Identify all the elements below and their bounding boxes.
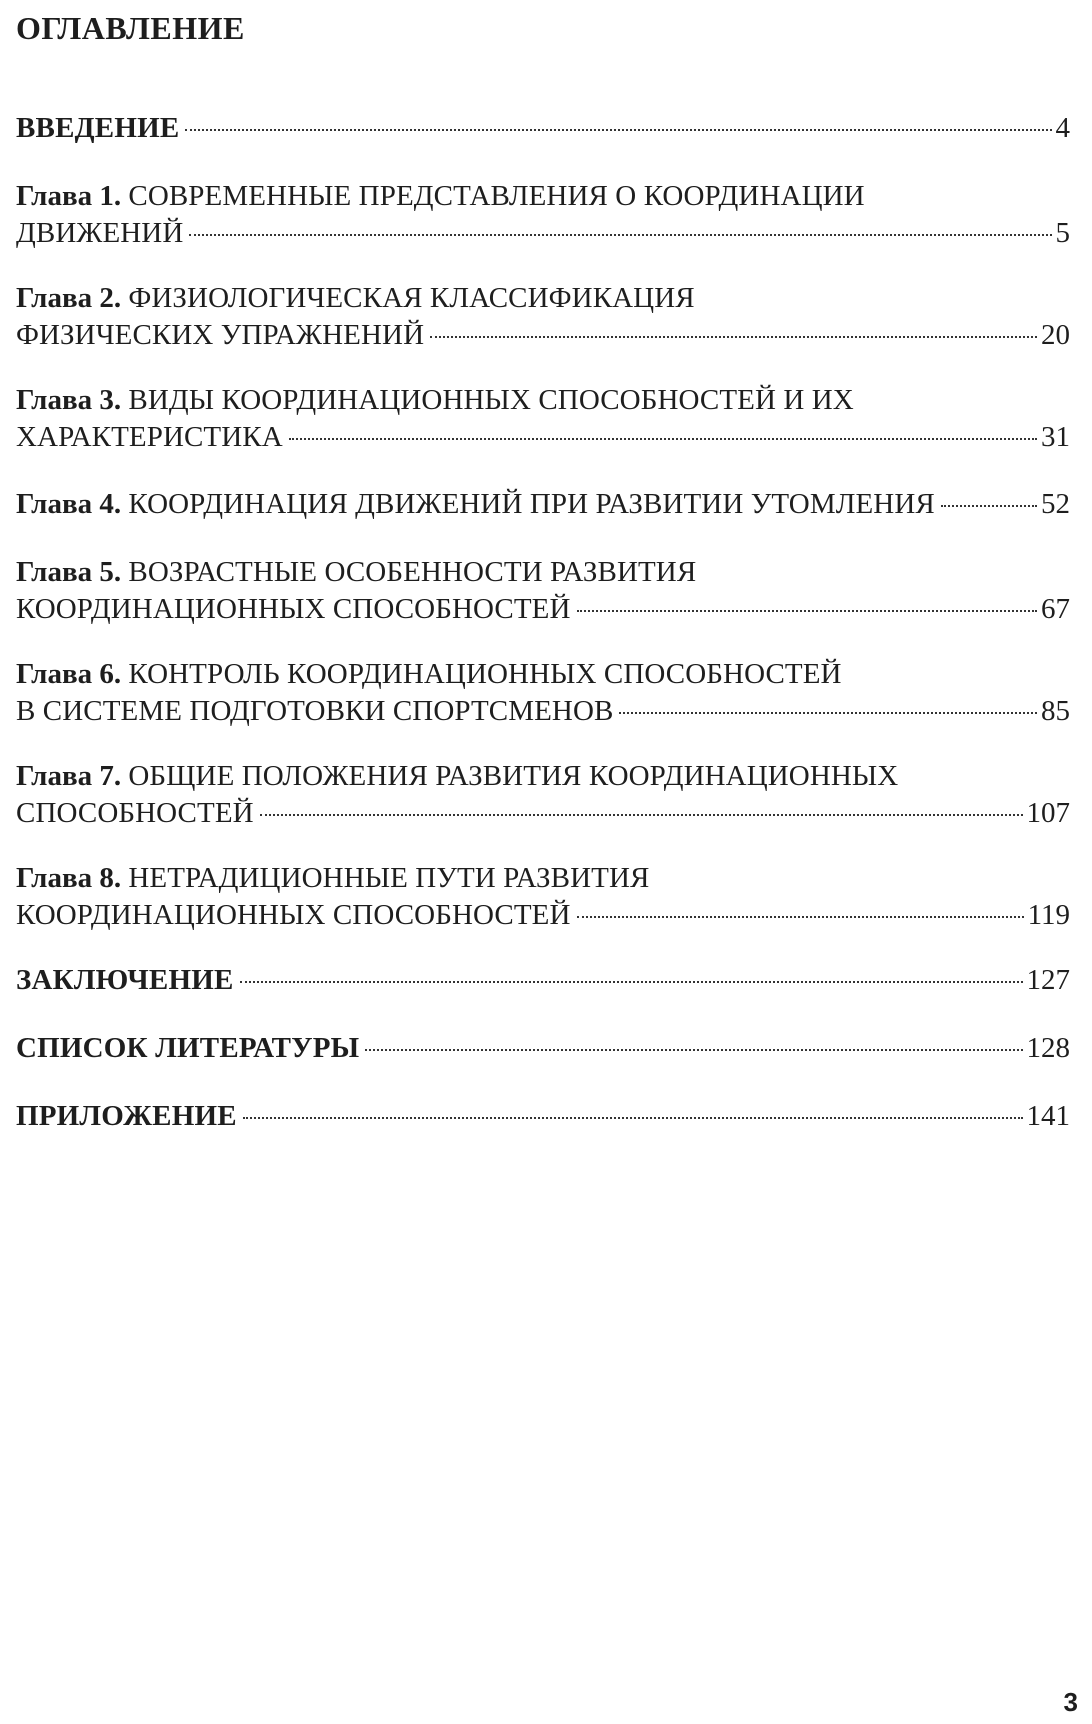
toc-entry-references[interactable]: [16, 1030, 1070, 1067]
chapter-number: Глава 5.: [16, 556, 122, 588]
chapter-title-line1: ВОЗРАСТНЫЕ ОСОБЕННОСТИ РАЗВИТИЯ: [128, 556, 697, 588]
chapter-title-line2: ДВИЖЕНИЙ: [16, 217, 184, 249]
toc-entry-appendix[interactable]: [16, 1098, 1070, 1135]
toc-entry-conclusion[interactable]: [16, 962, 1070, 999]
chapter-number: Глава 6.: [16, 658, 122, 690]
dot-leader: [941, 505, 1037, 507]
chapter-title-line1: ФИЗИОЛОГИЧЕСКАЯ КЛАССИФИКАЦИЯ: [128, 282, 695, 314]
toc-entry-introduction[interactable]: [16, 110, 1070, 147]
chapter-title-line2: КООРДИНАЦИОННЫХ СПОСОБНОСТЕЙ: [16, 899, 571, 931]
chapter-title-line2: ХАРАКТЕРИСТИКА: [16, 421, 283, 453]
page-number: 20: [1041, 319, 1070, 351]
dot-leader: [577, 916, 1024, 918]
dot-leader: [365, 1049, 1022, 1051]
dot-leader: [289, 438, 1037, 440]
toc-entry-chapter-5[interactable]: [16, 554, 1070, 628]
chapter-number: Глава 4.: [16, 488, 122, 520]
chapter-title-line1: ОБЩИЕ ПОЛОЖЕНИЯ РАЗВИТИЯ КООРДИНАЦИОННЫХ: [128, 760, 899, 792]
chapter-title-line2: СПОСОБНОСТЕЙ: [16, 797, 254, 829]
dot-leader: [243, 1117, 1023, 1119]
dot-leader: [240, 981, 1023, 983]
toc-entry-chapter-3[interactable]: [16, 382, 1070, 456]
dot-leader: [577, 610, 1037, 612]
dot-leader: [619, 712, 1037, 714]
toc-entry-chapter-1[interactable]: [16, 178, 1070, 252]
chapter-number: Глава 7.: [16, 760, 122, 792]
chapter-title-line1: ВИДЫ КООРДИНАЦИОННЫХ СПОСОБНОСТЕЙ И ИХ: [128, 384, 854, 416]
chapter-title-line1: СОВРЕМЕННЫЕ ПРЕДСТАВЛЕНИЯ О КООРДИНАЦИИ: [128, 180, 865, 212]
entry-label: СПИСОК ЛИТЕРАТУРЫ: [16, 1032, 360, 1064]
page-number: 52: [1041, 488, 1070, 520]
page-number: 141: [1026, 1100, 1070, 1132]
page-number: 127: [1026, 964, 1070, 996]
page-number: 128: [1026, 1032, 1070, 1064]
page-number: 107: [1026, 797, 1070, 829]
toc-entry-chapter-2[interactable]: [16, 280, 1070, 354]
chapter-number: Глава 2.: [16, 282, 122, 314]
page-folio: 3: [1063, 1687, 1078, 1717]
entry-label: ПРИЛОЖЕНИЕ: [16, 1100, 237, 1132]
dot-leader: [260, 814, 1023, 816]
chapter-title-line2: КООРДИНАЦИОННЫХ СПОСОБНОСТЕЙ: [16, 593, 571, 625]
chapter-title-line2: ФИЗИЧЕСКИХ УПРАЖНЕНИЙ: [16, 319, 425, 351]
toc-heading: ОГЛАВЛЕНИЕ: [16, 10, 245, 46]
chapter-title-line1: КОНТРОЛЬ КООРДИНАЦИОННЫХ СПОСОБНОСТЕЙ: [128, 658, 842, 690]
entry-label: ВВЕДЕНИЕ: [16, 112, 180, 144]
chapter-title-line2: В СИСТЕМЕ ПОДГОТОВКИ СПОРТСМЕНОВ: [16, 695, 614, 727]
page-number: 31: [1041, 421, 1070, 453]
chapter-number: Глава 8.: [16, 862, 122, 894]
toc-entry-chapter-8[interactable]: [16, 860, 1070, 934]
chapter-number: Глава 1.: [16, 180, 122, 212]
page-number: 5: [1055, 217, 1070, 249]
toc-entry-chapter-4[interactable]: [16, 486, 1070, 523]
page-number: 85: [1041, 695, 1070, 727]
chapter-number: Глава 3.: [16, 384, 122, 416]
entry-label: ЗАКЛЮЧЕНИЕ: [16, 964, 234, 996]
chapter-title-line1: КООРДИНАЦИЯ ДВИЖЕНИЙ ПРИ РАЗВИТИИ УТОМЛЕНИЯ: [128, 488, 935, 520]
page-number: 67: [1041, 593, 1070, 625]
chapter-title-line1: НЕТРАДИЦИОННЫЕ ПУТИ РАЗВИТИЯ: [128, 862, 650, 894]
page-number: 119: [1027, 899, 1070, 931]
dot-leader: [189, 234, 1051, 236]
page-number: 4: [1055, 112, 1070, 144]
toc-entry-chapter-6[interactable]: [16, 656, 1070, 730]
dot-leader: [185, 129, 1051, 131]
dot-leader: [430, 336, 1037, 338]
toc-entry-chapter-7[interactable]: [16, 758, 1070, 832]
